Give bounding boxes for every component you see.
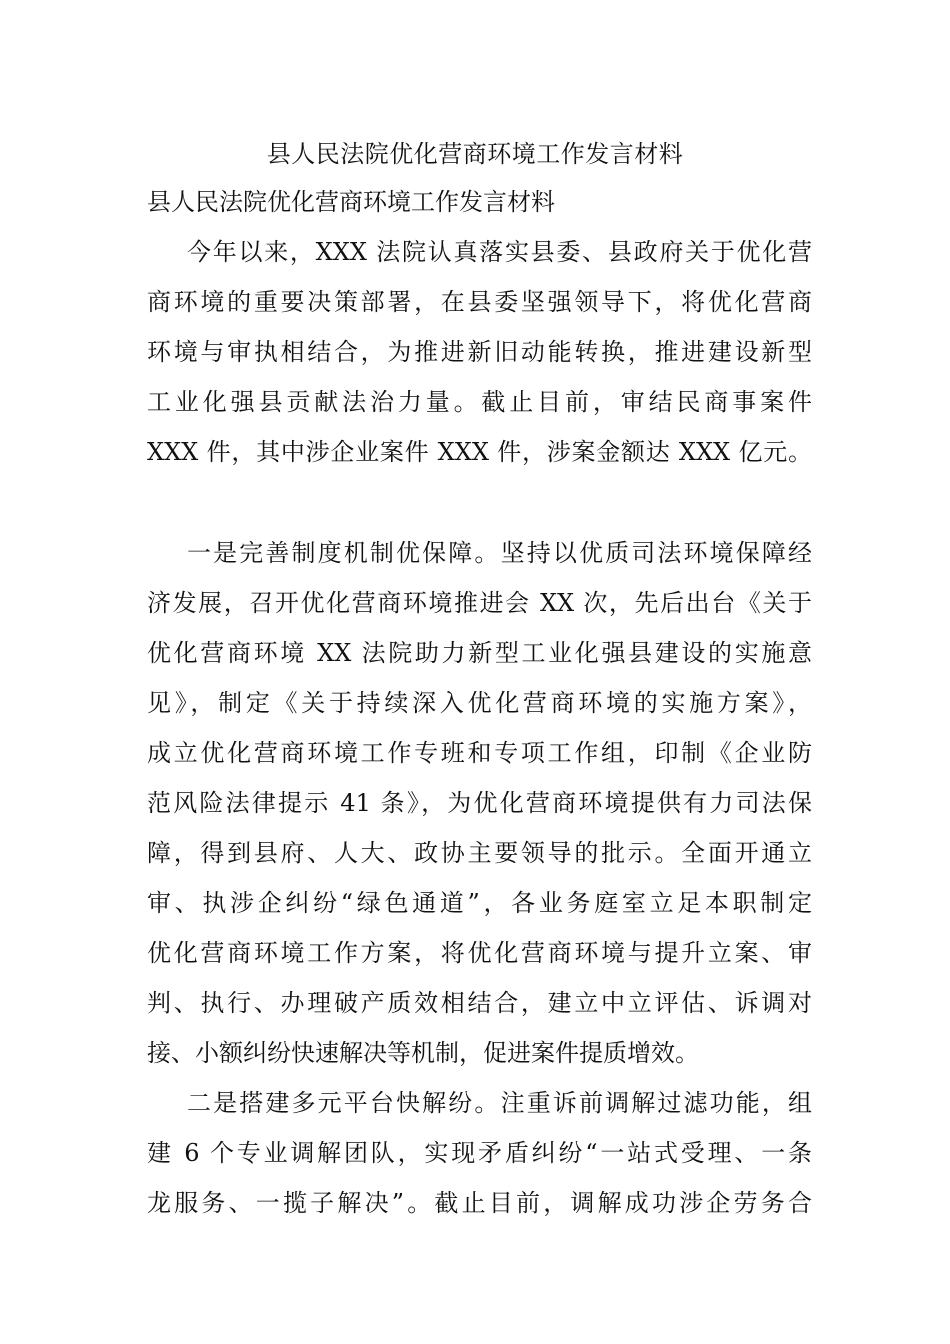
text-line: 优化营商环境 XX 法院助力新型工业化强县建设的实施意 bbox=[147, 639, 812, 667]
text-line: 建 6 个专业调解团队，实现矛盾纠纷“一站式受理、一条 bbox=[147, 1139, 812, 1167]
text-line: 审、执涉企纠纷“绿色通道”，各业务庭室立足本职制定 bbox=[147, 889, 812, 917]
document-title: 县人民法院优化营商环境工作发言材料 bbox=[266, 140, 684, 168]
text-line: 见》，制定《关于持续深入优化营商环境的实施方案》， bbox=[147, 689, 812, 717]
paragraph-intro bbox=[147, 227, 812, 477]
text-line: 今年以来，XXX 法院认真落实县委、县政府关于优化营 bbox=[187, 238, 812, 266]
text-line: 范风险法律提示 41 条》，为优化营商环境提供有力司法保 bbox=[147, 789, 812, 817]
text-line: 接、小额纠纷快速解决等机制，促进案件提质增效。 bbox=[147, 1039, 699, 1067]
text-line: XXX 件，其中涉企业案件 XXX 件，涉案金额达 XXX 亿元。 bbox=[147, 438, 812, 466]
paragraph-section-two bbox=[147, 1078, 812, 1228]
paragraph-section-one bbox=[147, 528, 812, 1078]
text-line: 龙服务、一揽子解决”。截止目前，调解成功涉企劳务合 bbox=[147, 1189, 812, 1217]
text-line: 工业化强县贡献法治力量。截止目前，审结民商事案件 bbox=[147, 388, 812, 416]
text-line: 一是完善制度机制优保障。坚持以优质司法环境保障经 bbox=[187, 539, 812, 567]
text-line: 商环境的重要决策部署，在县委坚强领导下，将优化营商 bbox=[147, 288, 812, 316]
text-line: 判、执行、办理破产质效相结合，建立中立评估、诉调对 bbox=[147, 989, 812, 1017]
text-line: 成立优化营商环境工作专班和专项工作组，印制《企业防 bbox=[147, 739, 812, 767]
text-line: 二是搭建多元平台快解纷。注重诉前调解过滤功能，组 bbox=[187, 1089, 812, 1117]
text-line: 优化营商环境工作方案，将优化营商环境与提升立案、审 bbox=[147, 939, 812, 967]
text-line: 环境与审执相结合，为推进新旧动能转换，推进建设新型 bbox=[147, 338, 812, 366]
document-subtitle: 县人民法院优化营商环境工作发言材料 bbox=[147, 188, 555, 216]
text-line: 济发展，召开优化营商环境推进会 XX 次，先后出台《关于 bbox=[147, 589, 812, 617]
text-line: 障，得到县府、人大、政协主要领导的批示。全面开通立 bbox=[147, 839, 812, 867]
